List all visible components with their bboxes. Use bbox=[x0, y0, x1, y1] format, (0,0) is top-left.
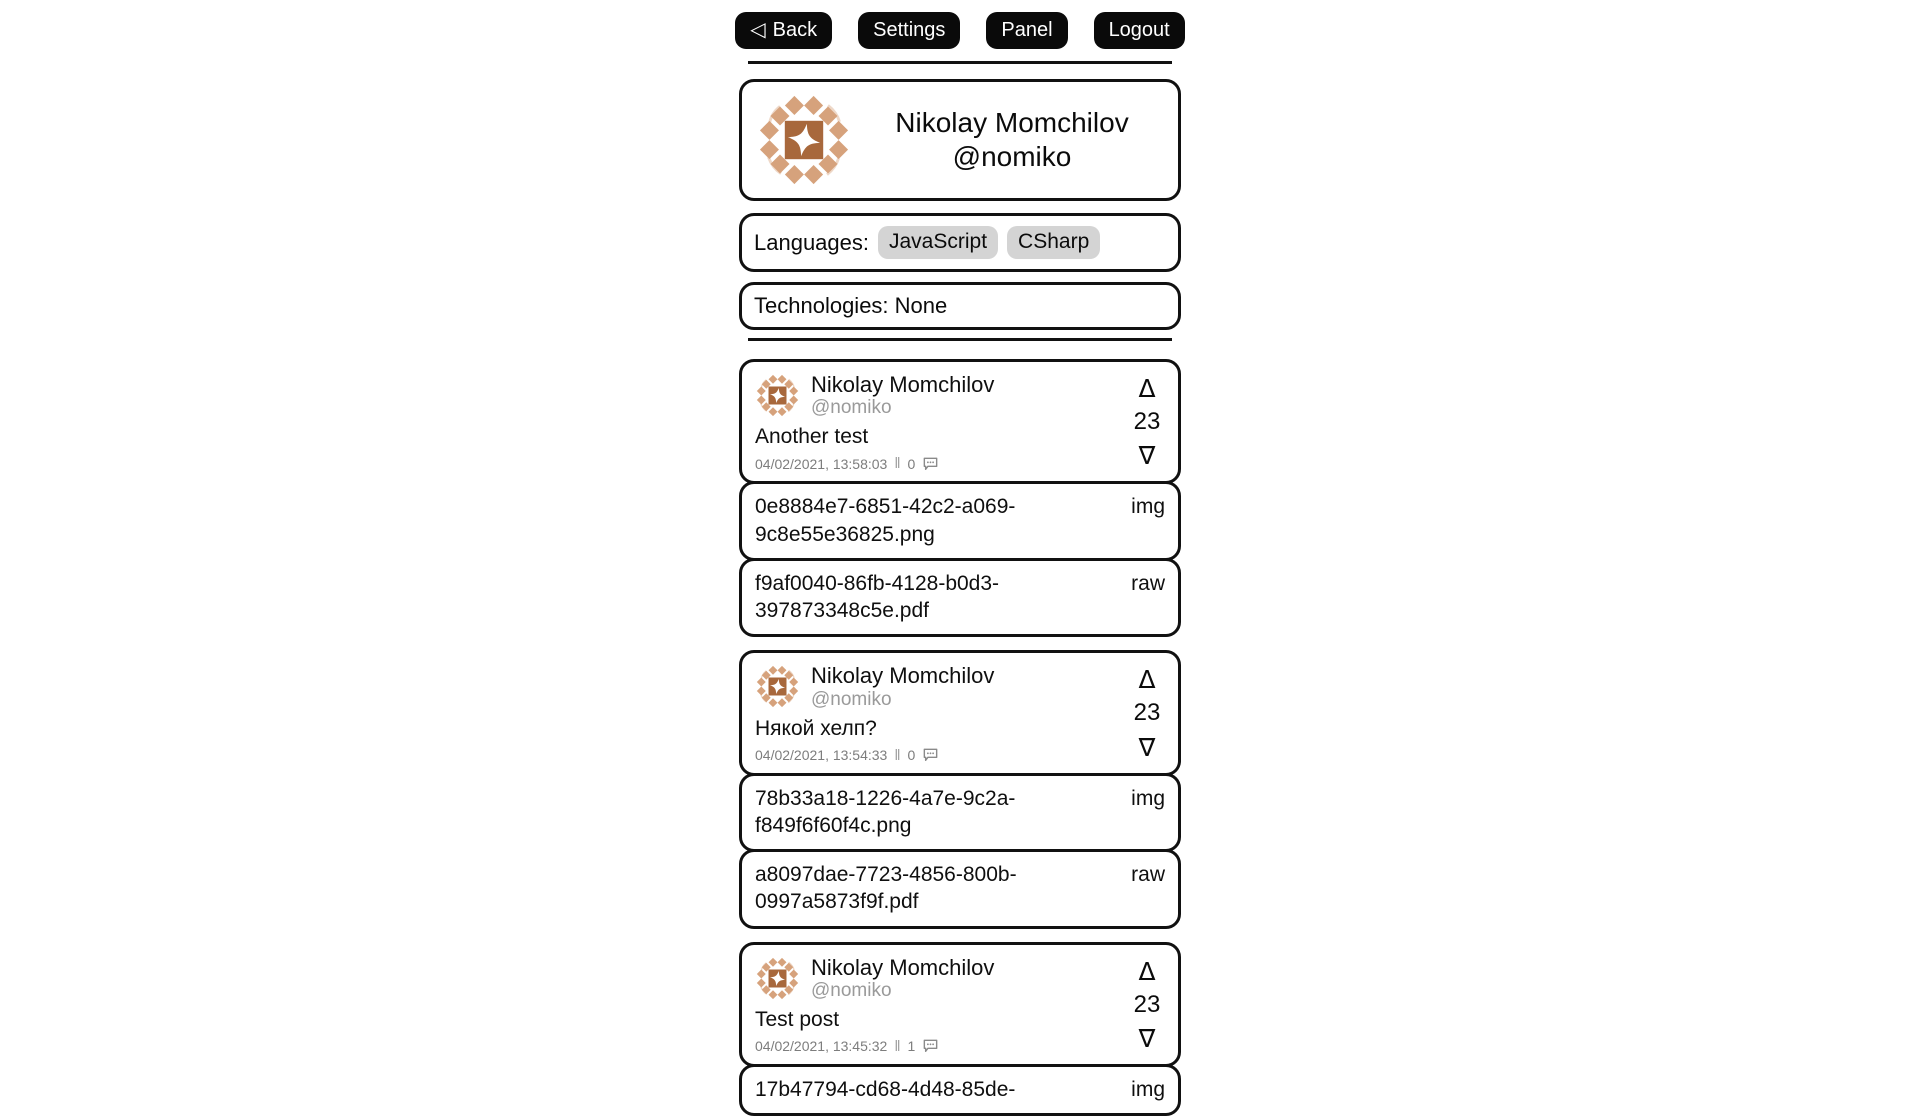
downvote-button[interactable]: ∇ bbox=[1138, 441, 1156, 471]
post-title: Test post bbox=[755, 1007, 840, 1031]
profile-name-block bbox=[860, 106, 1164, 174]
post-author-avatar bbox=[755, 956, 800, 1001]
languages-label: Languages: bbox=[754, 229, 869, 255]
comment-bubble-icon bbox=[923, 457, 938, 471]
post-timestamp: 04/02/2021, 13:45:32 bbox=[755, 1038, 888, 1055]
vote-column bbox=[1125, 663, 1165, 763]
post-meta bbox=[755, 1038, 1125, 1055]
post-header bbox=[755, 372, 1125, 420]
attachment-filename: 0e8884e7-6851-42c2-a069-9c8e55e36825.png bbox=[755, 495, 1016, 546]
downvote-button[interactable]: ∇ bbox=[1138, 732, 1156, 762]
upvote-button[interactable]: Δ bbox=[1138, 374, 1156, 404]
vote-column bbox=[1125, 372, 1165, 472]
panel-button[interactable] bbox=[986, 12, 1067, 49]
comment-bubble-icon bbox=[923, 1039, 938, 1053]
back-button-label: Back bbox=[772, 19, 818, 41]
profile-display-name: Nikolay Momchilov bbox=[895, 106, 1129, 138]
profile-card bbox=[739, 79, 1181, 201]
post-title: Another test bbox=[755, 425, 869, 449]
vote-count: 23 bbox=[1133, 408, 1161, 436]
top-nav bbox=[739, 12, 1181, 49]
meta-separator: ‖ bbox=[894, 455, 901, 473]
attachment-type-badge: img bbox=[1131, 786, 1165, 810]
post-card bbox=[739, 942, 1181, 1067]
post-meta bbox=[755, 455, 1125, 472]
vote-count: 23 bbox=[1133, 990, 1161, 1018]
post-author-name: Nikolay Momchilov bbox=[811, 663, 995, 689]
vote-column bbox=[1125, 955, 1165, 1055]
vote-count: 23 bbox=[1133, 699, 1161, 727]
post-group bbox=[739, 650, 1181, 928]
technologies-card bbox=[739, 282, 1181, 330]
attachment-row[interactable] bbox=[739, 558, 1181, 638]
post-card bbox=[739, 650, 1181, 775]
post-meta bbox=[755, 747, 1125, 764]
post-author-name: Nikolay Momchilov bbox=[811, 954, 995, 980]
upvote-button[interactable]: Δ bbox=[1138, 665, 1156, 695]
post-card bbox=[739, 359, 1181, 484]
attachment-row[interactable] bbox=[739, 849, 1181, 929]
settings-button[interactable] bbox=[858, 12, 960, 49]
logout-button[interactable] bbox=[1094, 12, 1185, 49]
post-content bbox=[755, 955, 1125, 1055]
post-timestamp: 04/02/2021, 13:54:33 bbox=[755, 747, 888, 764]
post-comment-count: 0 bbox=[907, 747, 916, 764]
attachment-filename: f9af0040-86fb-4128-b0d3-397873348c5e.pdf bbox=[755, 571, 1000, 623]
back-triangle-icon: ◁ bbox=[750, 19, 766, 41]
top-divider bbox=[748, 61, 1172, 64]
attachment-type-badge: img bbox=[1131, 1077, 1165, 1101]
attachment-filename: 17b47794-cd68-4d48-85de- bbox=[755, 1077, 1016, 1101]
profile-avatar bbox=[756, 92, 852, 188]
post-timestamp: 04/02/2021, 13:58:03 bbox=[755, 455, 888, 472]
post-comment-count: 0 bbox=[907, 455, 916, 472]
post-group bbox=[739, 359, 1181, 637]
post-title: Някой хелп? bbox=[755, 716, 877, 740]
languages-card bbox=[739, 213, 1181, 272]
attachment-row[interactable] bbox=[739, 481, 1181, 561]
attachment-filename: 78b33a18-1226-4a7e-9c2a-f849f6f60f4c.png bbox=[755, 786, 1016, 837]
attachment-filename: a8097dae-7723-4856-800b-0997a5873f9f.pdf bbox=[755, 863, 1017, 914]
profile-handle: @nomiko bbox=[952, 141, 1072, 172]
post-author-avatar bbox=[755, 373, 800, 418]
logout-button-label: Logout bbox=[1108, 19, 1170, 41]
attachment-type-badge: raw bbox=[1131, 863, 1165, 887]
technologies-label: Technologies: None bbox=[754, 293, 948, 319]
comment-bubble-icon bbox=[923, 748, 938, 762]
post-header bbox=[755, 663, 1125, 711]
post-author-handle: @nomiko bbox=[811, 397, 892, 419]
post-content bbox=[755, 372, 1125, 472]
settings-button-label: Settings bbox=[873, 19, 946, 41]
attachment-type-badge: img bbox=[1131, 495, 1165, 519]
post-author-block bbox=[811, 372, 994, 420]
post-author-block bbox=[811, 955, 994, 1003]
upvote-button[interactable]: Δ bbox=[1138, 956, 1156, 986]
posts-divider bbox=[748, 338, 1172, 341]
post-author-avatar bbox=[755, 664, 800, 709]
post-header bbox=[755, 955, 1125, 1003]
post-content bbox=[755, 663, 1125, 763]
back-button[interactable] bbox=[735, 12, 832, 49]
language-tag-csharp: CSharp bbox=[1007, 226, 1100, 259]
downvote-button[interactable]: ∇ bbox=[1138, 1023, 1156, 1053]
attachment-row[interactable] bbox=[739, 773, 1181, 853]
meta-separator: ‖ bbox=[894, 746, 901, 764]
post-author-handle: @nomiko bbox=[811, 980, 892, 1001]
attachment-type-badge: raw bbox=[1131, 571, 1165, 595]
post-author-block bbox=[811, 663, 994, 711]
meta-separator: ‖ bbox=[894, 1037, 901, 1055]
profile-page bbox=[739, 0, 1181, 1116]
attachment-row[interactable] bbox=[739, 1064, 1181, 1116]
post-comment-count: 1 bbox=[907, 1038, 916, 1055]
post-author-name: Nikolay Momchilov bbox=[811, 372, 995, 398]
panel-button-label: Panel bbox=[1001, 19, 1053, 41]
post-group bbox=[739, 942, 1181, 1116]
language-tag-javascript: JavaScript bbox=[878, 226, 998, 259]
post-author-handle: @nomiko bbox=[811, 688, 892, 710]
